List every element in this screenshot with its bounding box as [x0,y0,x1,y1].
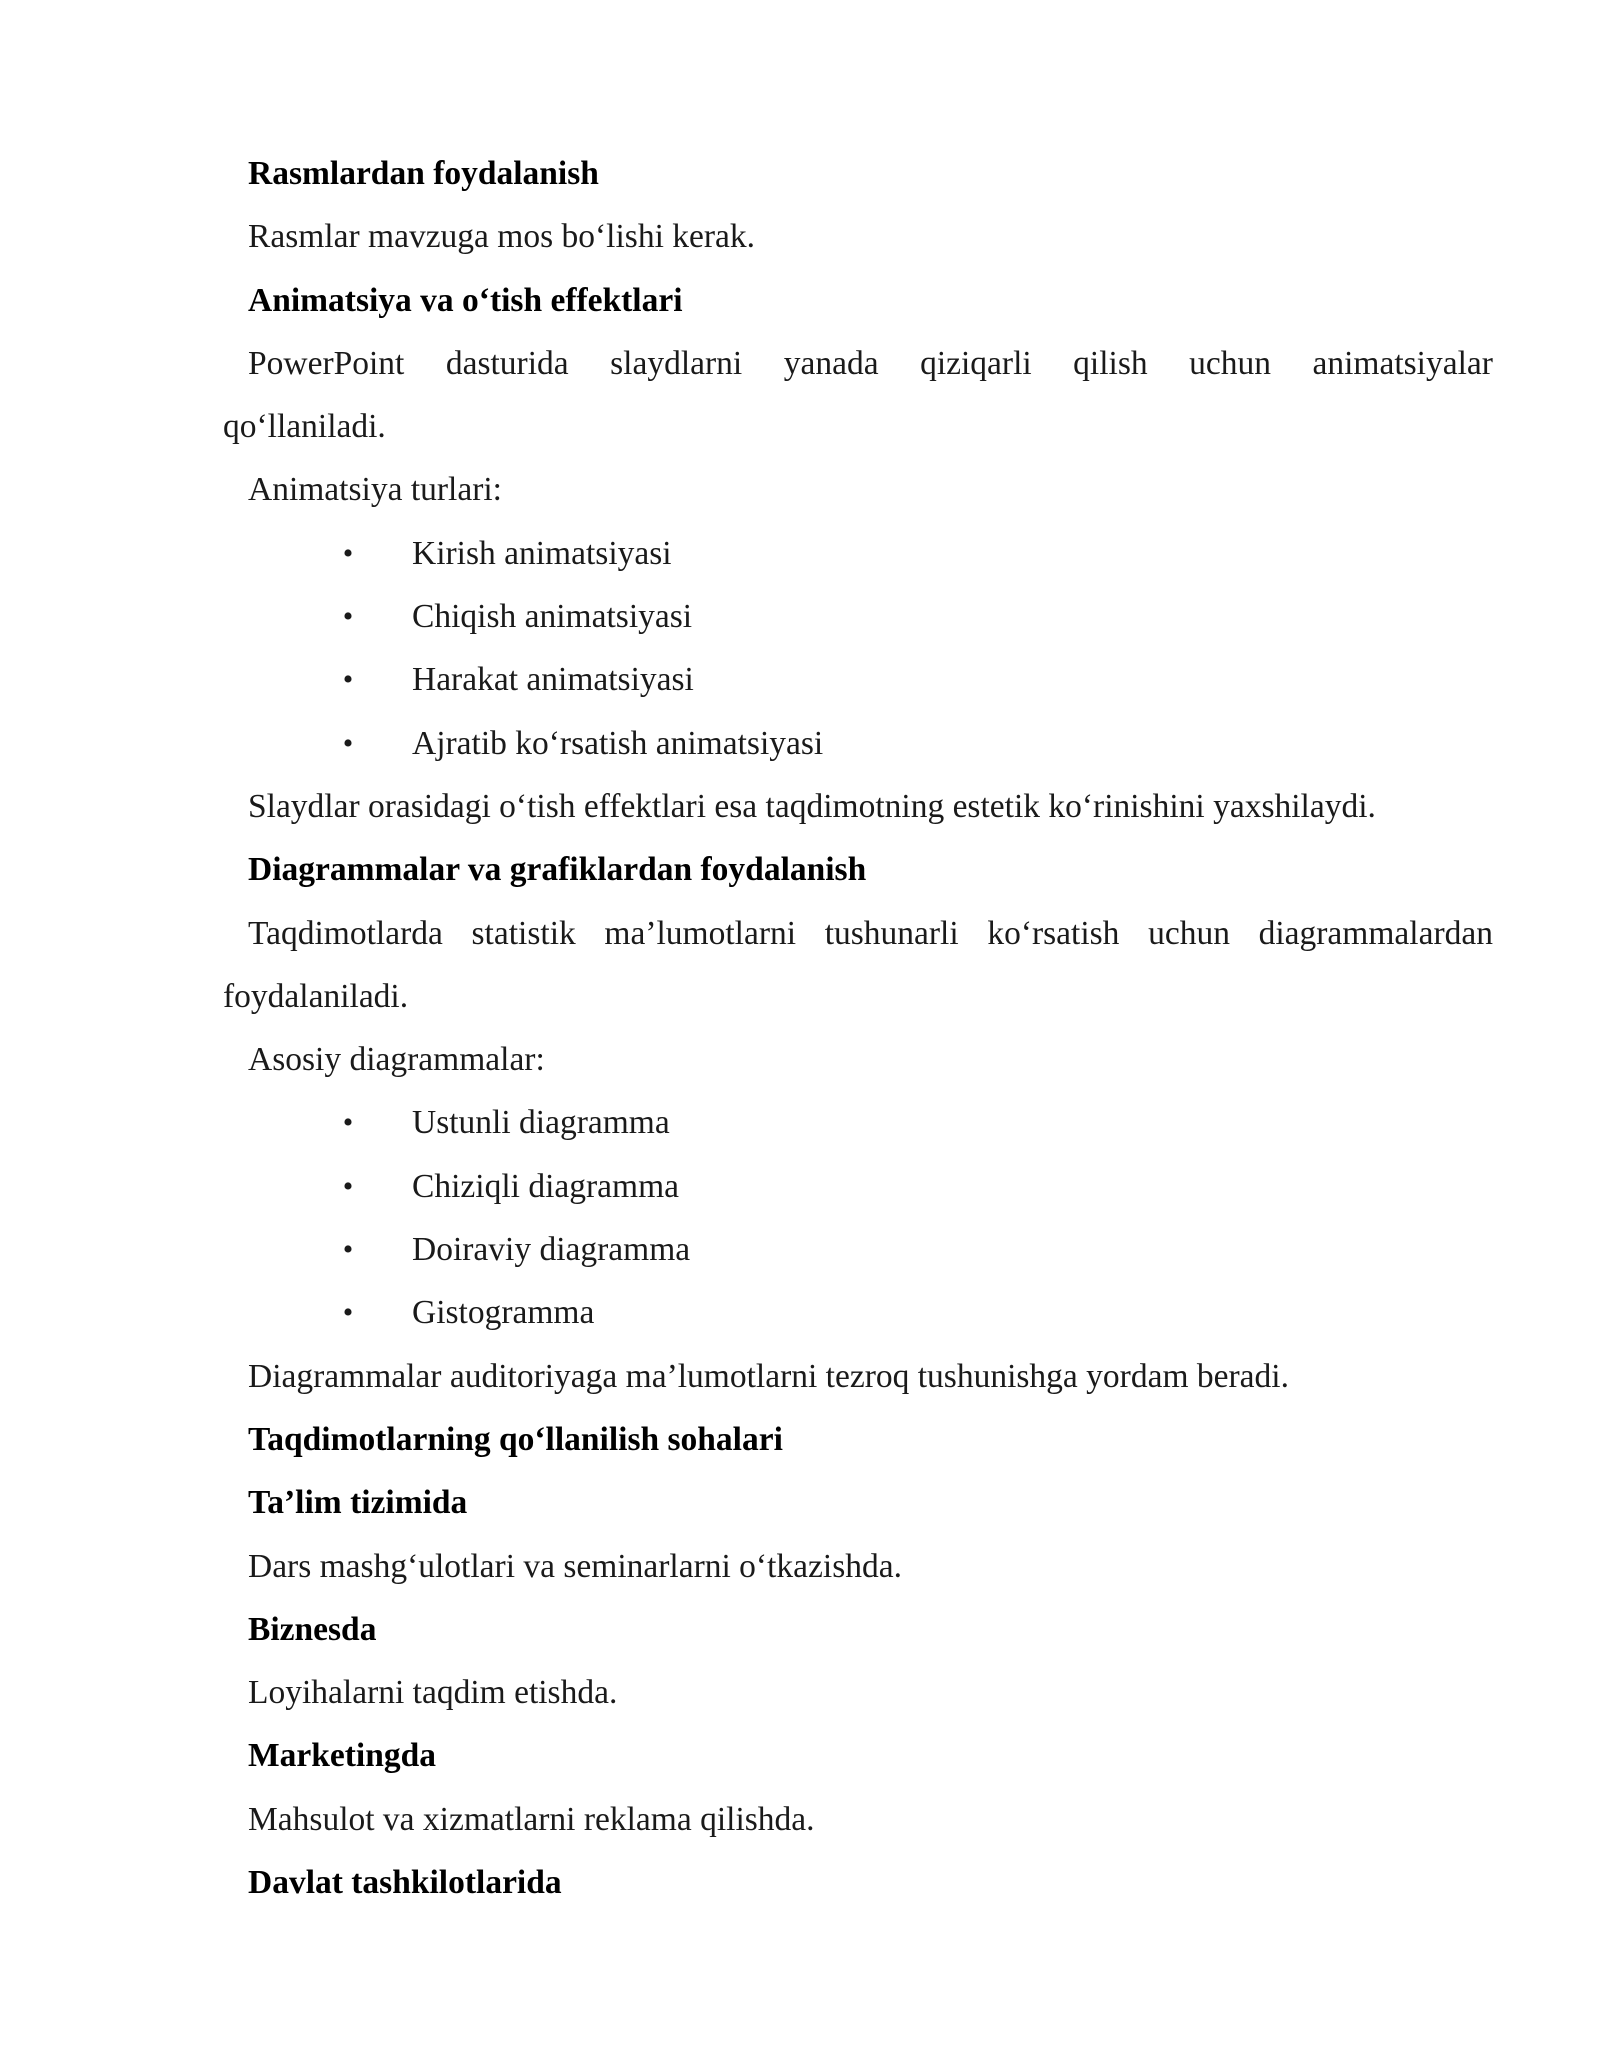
list-item [223,1091,1493,1154]
list-item [223,585,1493,648]
word: uchun [1148,914,1230,952]
word: uchun [1189,344,1271,382]
word: ko‘rsatish [987,914,1120,952]
paragraph-animatsiya-line1 [223,332,1493,395]
list-item-text: Ajratib ko‘rsatish animatsiyasi [412,724,824,762]
paragraph-rasmlar: Rasmlar mavzuga mos bo‘lishi kerak. [248,218,756,256]
list-item-text: Harakat animatsiyasi [412,661,694,699]
heading-marketing: Marketingda [248,1737,436,1775]
paragraph-otish: Slaydlar orasidagi o‘tish effektlari esa taqdimotning estetik ko‘rinishini yaxshilaydi. [248,787,1376,825]
word: Taqdimotlarda [248,914,443,952]
bullet-icon: • [342,1106,354,1140]
list-item-text: Kirish animatsiyasi [412,534,672,572]
heading-rasmlardan: Rasmlardan foydalanish [248,155,599,192]
list-item [223,522,1493,585]
bullet-icon: • [342,726,354,760]
heading-biznes: Biznesda [248,1610,377,1648]
paragraph-diagrammalar-yordam: Diagrammalar auditoriyaga ma’lumotlarni tezroq tushunishga yordam beradi. [248,1357,1289,1395]
bullet-icon: • [342,663,354,697]
list-item-text: Chiqish animatsiyasi [412,598,693,636]
word: yanada [783,344,879,382]
bullet-icon: • [342,1169,354,1203]
heading-qollanilish: Taqdimotlarning qo‘llanilish sohalari [248,1420,783,1458]
paragraph-talim: Dars mashg‘ulotlari va seminarlarni o‘tkazishda. [248,1547,902,1585]
word: ma’lumotlarni [604,914,797,952]
list-item [223,648,1493,711]
bullet-icon: • [342,536,354,570]
paragraph-diagrammalar-line2: foydalaniladi. [223,977,409,1015]
word: animatsiyalar [1312,344,1493,382]
word: diagrammalardan [1258,914,1493,952]
heading-davlat: Davlat tashkilotlarida [248,1864,562,1902]
label-animatsiya-turlari: Animatsiya turlari: [248,471,502,509]
list-item [223,1218,1493,1281]
list-item [223,1281,1493,1344]
paragraph-animatsiya-line2: qo‘llaniladi. [223,408,386,446]
word: tushunarli [824,914,959,952]
paragraph-biznes: Loyihalarni taqdim etishda. [248,1674,618,1712]
bullet-icon: • [342,600,354,634]
bullet-icon: • [342,1233,354,1267]
word: qilish [1073,344,1148,382]
word: slaydlarni [610,344,743,382]
list-item-text: Chiziqli diagramma [412,1167,680,1205]
word: statistik [471,914,576,952]
heading-talim: Ta’lim tizimida [248,1484,468,1522]
document-body [223,142,1493,1914]
list-item [223,1155,1493,1218]
bullet-icon: • [342,1296,354,1330]
list-item-text: Ustunli diagramma [412,1104,670,1142]
label-asosiy-diagrammalar: Asosiy diagrammalar: [248,1041,545,1079]
word: PowerPoint [248,344,405,382]
word: dasturida [445,344,569,382]
list-item-text: Doiraviy diagramma [412,1231,691,1269]
list-item-text: Gistogramma [412,1294,595,1332]
paragraph-marketing: Mahsulot va xizmatlarni reklama qilishda. [248,1800,815,1838]
paragraph-diagrammalar-line1 [223,902,1493,965]
word: qiziqarli [920,344,1032,382]
heading-animatsiya: Animatsiya va o‘tish effektlari [248,281,683,319]
heading-diagrammalar: Diagrammalar va grafiklardan foydalanish [248,851,867,889]
list-item [223,712,1493,775]
